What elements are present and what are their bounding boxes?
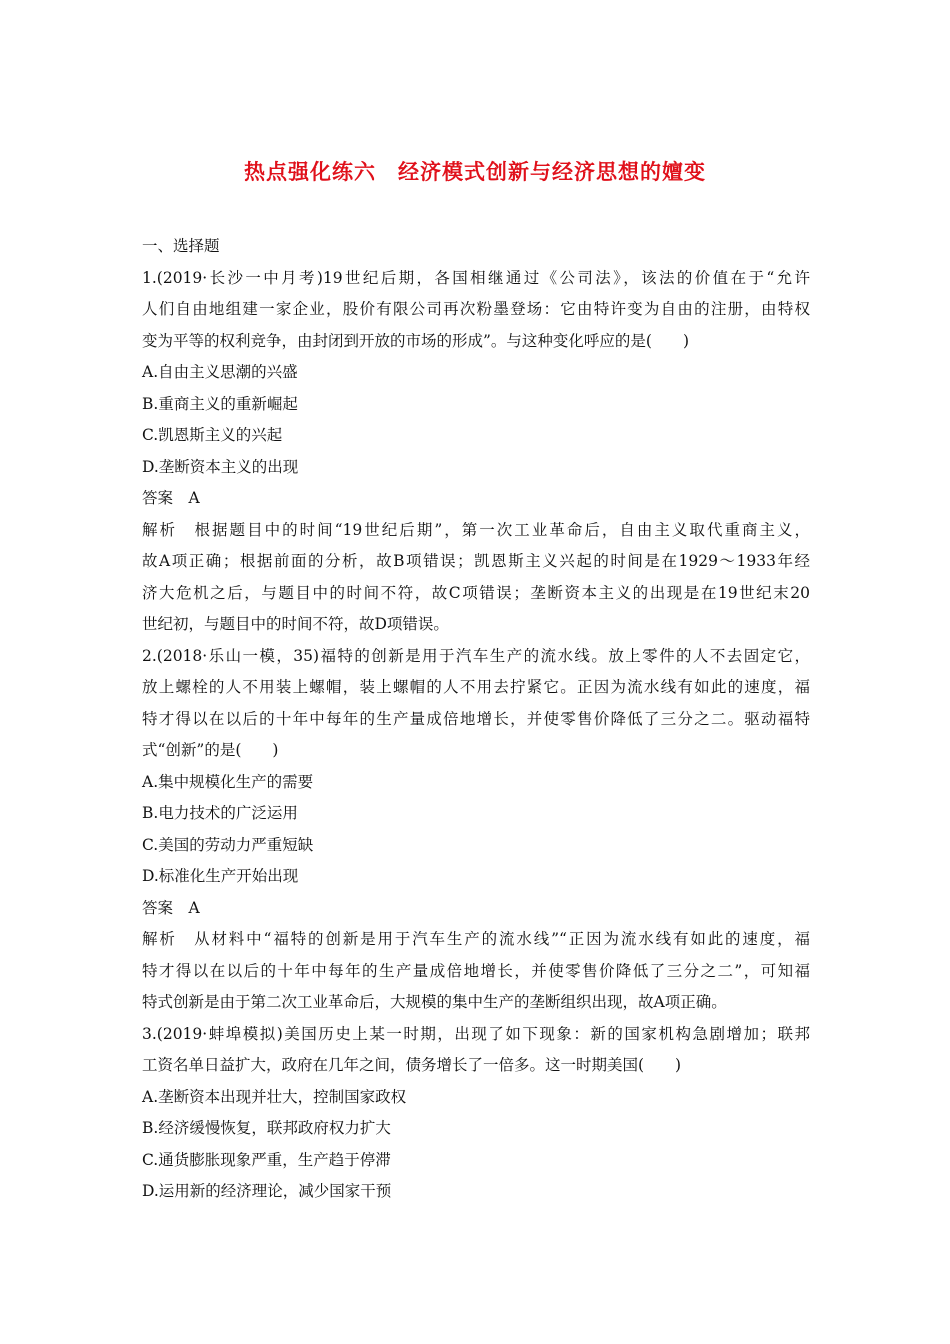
question-stem-line: 放上螺栓的人不用装上螺帽，装上螺帽的人不用去拧紧它。正因为流水线有如此的速度，福: [142, 678, 810, 696]
analysis-line: 故A项正确；根据前面的分析，故B项错误；凯恩斯主义兴起的时间是在1929～1933年经: [142, 552, 810, 570]
option-d: D.标准化生产开始出现: [142, 867, 299, 885]
question-stem-line: 人们自由地组建一家企业，股价有限公司再次粉墨登场：它由特许变为自由的注册，由特权: [142, 300, 810, 318]
option-d: D.垄断资本主义的出现: [142, 457, 299, 476]
question-stem-line: 3.(2019·蚌埠模拟)美国历史上某一时期，出现了如下现象：新的国家机构急剧增加；联邦: [142, 1024, 810, 1043]
option-c: C.美国的劳动力严重短缺: [142, 835, 314, 854]
option-b: B.电力技术的广泛运用: [142, 804, 298, 822]
question-1: [142, 263, 810, 641]
analysis-line: 济大危机之后，与题目中的时间不符，故C项错误；垄断资本主义的出现是在19世纪末20: [142, 583, 810, 602]
question-stem-line: 2.(2018·乐山一模，35)福特的创新是用于汽车生产的流水线。放上零件的人不去固定它，: [142, 646, 810, 665]
question-stem-line: 1.(2019·长沙一中月考)19世纪后期，各国相继通过《公司法》，该法的价值在于“允许: [142, 268, 810, 287]
option-a: A.自由主义思潮的兴盛: [142, 363, 298, 381]
question-stem-line: 特才得以在以后的十年中每年的生产量成倍地增长，并使零售价降低了三分之二。驱动福特: [142, 709, 810, 728]
section-heading: 一、选择题: [142, 237, 220, 255]
answer-line: 答案 A: [142, 489, 200, 507]
analysis-line: 解析 根据题目中的时间“19世纪后期”，第一次工业革命后，自由主义取代重商主义，: [142, 520, 810, 539]
analysis-line: 解析 从材料中“福特的创新是用于汽车生产的流水线”“正因为流水线有如此的速度，福: [142, 930, 810, 948]
option-b: B.重商主义的重新崛起: [142, 394, 298, 413]
question-stem-line: 式“创新”的是( ): [142, 741, 279, 759]
document-body: [142, 231, 810, 1208]
option-a: A.集中规模化生产的需要: [142, 772, 314, 791]
question-stem-line: 工资名单日益扩大，政府在几年之间，债务增长了一倍多。这一时期美国( ): [142, 1056, 682, 1074]
answer-line: 答案 A: [142, 898, 200, 917]
question-stem-line: 变为平等的权利竞争，由封闭到开放的市场的形成”。与这种变化呼应的是( ): [142, 331, 690, 350]
analysis-line: 世纪初，与题目中的时间不符，故D项错误。: [142, 615, 449, 633]
question-3: [142, 1019, 810, 1208]
question-2: [142, 641, 810, 1019]
option-b: B.经济缓慢恢复，联邦政府权力扩大: [142, 1119, 391, 1137]
option-c: C.通货膨胀现象严重，生产趋于停滞: [142, 1150, 391, 1169]
analysis-line: 特式创新是由于第二次工业革命后，大规模的集中生产的垄断组织出现，故A项正确。: [142, 993, 727, 1011]
analysis-line: 特才得以在以后的十年中每年的生产量成倍地增长，并使零售价降低了三分之二”，可知福: [142, 961, 810, 980]
option-c: C.凯恩斯主义的兴起: [142, 426, 283, 444]
page-title: 热点强化练六 经济模式创新与经济思想的嬗变: [244, 160, 706, 184]
option-d: D.运用新的经济理论，减少国家干预: [142, 1182, 392, 1200]
option-a: A.垄断资本出现并壮大，控制国家政权: [142, 1087, 407, 1106]
